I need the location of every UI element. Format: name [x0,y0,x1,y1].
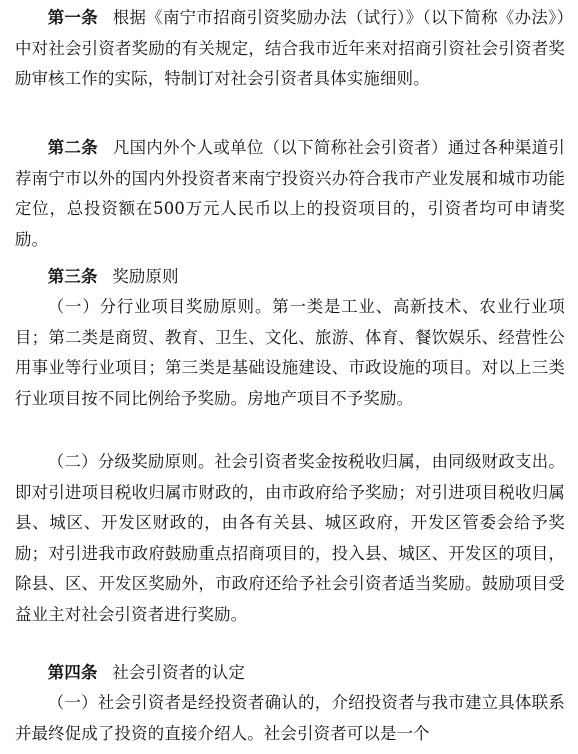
article-1-text: 根据《南宁市招商引资奖励办法（试行）》（以下简称《办法》）中对社会引资者奖励的有关规定，结合我市近年来对招商引资社会引资者奖励审核工作的实际，特制订对社会引资者具体实施细则。 [15,8,565,89]
article-4-heading: 第四条 [47,663,98,682]
article-3-item-1-paragraph [0,292,578,414]
article-3-paragraph [0,262,578,293]
article-3-text: 奖励原则 [112,267,179,286]
article-1-paragraph [0,3,578,95]
article-2-heading: 第二条 [47,138,99,157]
article-1-heading: 第一条 [47,8,98,27]
article-4-text: 社会引资者的认定 [112,663,246,682]
article-2-paragraph [0,133,578,255]
article-4-paragraph [0,658,578,689]
article-4-item-1-text: （一）社会引资者是经投资者确认的，介绍投资者与我市建立具体联系并最终促成了投资的直接介绍人。社会引资者可以是一个 [15,693,565,743]
article-4-item-1-paragraph [0,688,578,749]
article-3-item-2-text: （二）分级奖励原则。社会引资者奖金按税收归属，由同级财政支出。即对引进项目税收归属市财政的，由市政府给予奖励；对引进项目税收归属县、城区、开发区财政的，由各有关县、城区政府，开发区管委会给予奖励；对引进我市政府鼓励重点招商项目的，投入县、城区、开发区的项目，除县、区、开发区奖励外，市政府还给予社会引资者适当奖励。鼓励项目受益业主对社会引资者进行奖励。 [15,452,565,624]
article-2-text: 凡国内外个人或单位（以下简称社会引资者）通过各种渠道引荐南宁市以外的国内外投资者来南宁投资兴办符合我市产业发展和城市功能定位，总投资额在500万元人民币以上的投资项目的，引资者均可申请奖励。 [15,138,565,249]
article-3-item-1-text: （一）分行业项目奖励原则。第一类是工业、高新技术、农业行业项目；第二类是商贸、教育、卫生、文化、旅游、体育、餐饮娱乐、经营性公用事业等行业项目；第三类是基础设施建设、市政设施的项目。对以上三类行业项目按不同比例给予奖励。房地产项目不予奖励。 [15,297,565,408]
article-3-heading: 第三条 [47,267,98,286]
article-3-item-2-paragraph [0,447,578,631]
